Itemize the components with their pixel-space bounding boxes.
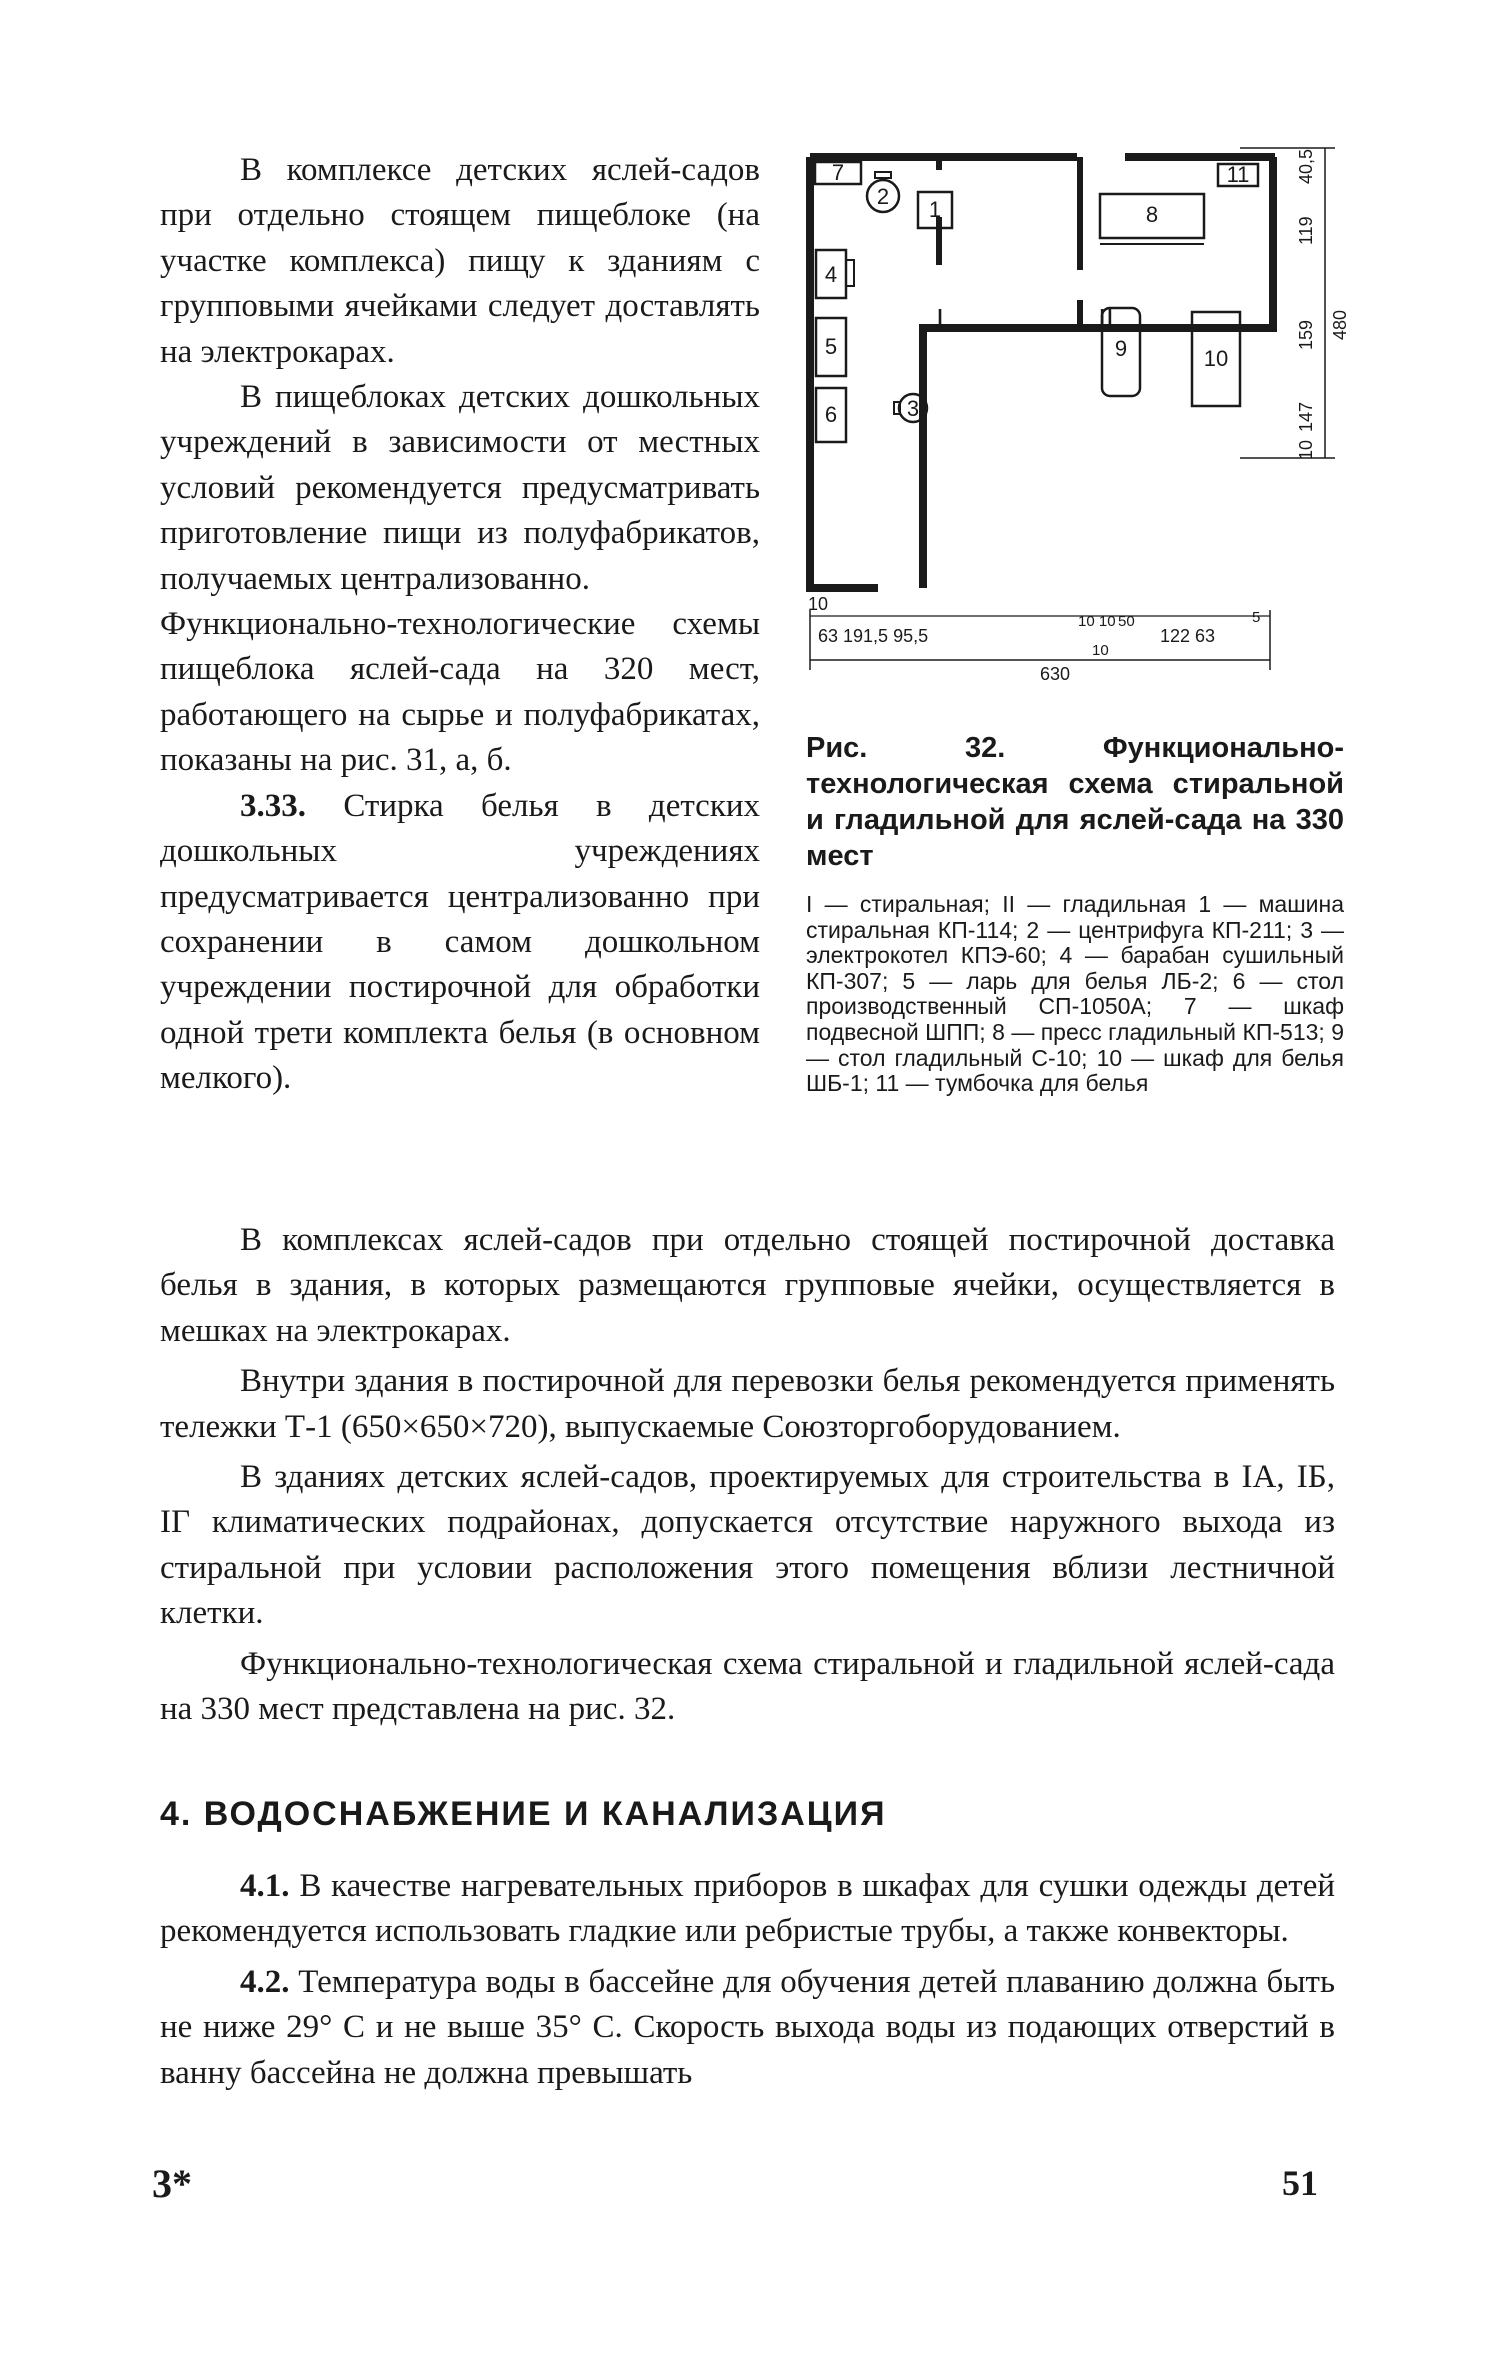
label-4: 4 bbox=[824, 262, 838, 287]
caption-legend: I — стиральная; II — гладильная 1 — машина стиральная КП-114; 2 — центрифуга КП-211; 3 — электрокотел КПЭ-60; 4 — барабан сушильный КП-307; 5 — ларь для белья ЛБ-2; 6 — стол производственный СП-1050А; 7 — шкаф подвесной ШПП; 8 — пресс гладильный КП-513; 9 — стол гладильный С-10; 10 — шкаф для белья ШБ-1; 11 — тумбочка для белья bbox=[806, 891, 1344, 1097]
paragraph: В зданиях детских яслей-садов, проектируемых для строительства в IА, IБ, IГ климатических подрайонах, допускается отсутствие наружного выхода из стиральной при условии расположения этого помещения вблизи лестничной клетки. bbox=[160, 1459, 1335, 1632]
paragraph: В пищеблоках детских дошкольных учреждений в зависимости от местных условий рекомендуется предусматривать приготовление пищи из полуфабрикатов, получаемых централизованно. bbox=[160, 379, 760, 597]
paragraph: В комплексе детских яслей-садов при отдельно стоящем пищеблоке (на участке комплекса) пищу к зданиям с групповыми ячейками следует доставлять на электрокарах. bbox=[160, 152, 760, 370]
paragraph: В комплексах яслей-садов при отдельно стоящей постирочной доставка белья в здания, в которых размещаются групповые ячейки, осуществляется в мешках на электрокарах. bbox=[160, 1222, 1335, 1349]
dim-right-147: 147 bbox=[1296, 401, 1316, 432]
section-text bbox=[160, 1864, 1335, 2101]
label-7: 7 bbox=[831, 160, 845, 185]
label-10: 10 bbox=[1203, 346, 1229, 371]
clause-number: 4.1. bbox=[240, 1868, 290, 1904]
left-column-text bbox=[160, 148, 760, 1102]
page-number: 51 bbox=[1282, 2163, 1318, 2203]
label-11: 11 bbox=[1226, 162, 1250, 187]
room-label-2: II bbox=[1098, 303, 1114, 334]
dim-bottom-chain: 63 191,5 95,5 bbox=[818, 626, 929, 646]
full-width-text bbox=[160, 1218, 1335, 1737]
signature-mark: 3* bbox=[152, 2161, 192, 2206]
paragraph-text: Температура воды в бассейне для обучения детей плаванию должна быть не ниже 29° С и не выше 35° С. Скорость выхода воды из подающих отверстий в ванну бассейна не должна превышать bbox=[160, 1963, 1335, 2091]
caption-title: Рис. 32. Функционально-технологическая схема стиральной и гладильной для яслей-сада на 330 мест bbox=[806, 732, 1344, 872]
clause-number: 3.33. bbox=[240, 787, 306, 824]
section-heading: 4. ВОДОСНАБЖЕНИЕ И КАНАЛИЗАЦИЯ bbox=[160, 1795, 887, 1833]
label-9: 9 bbox=[1114, 336, 1128, 361]
label-1: 1 bbox=[928, 197, 942, 222]
dim-right-10: 10 bbox=[1296, 439, 1316, 460]
label-8: 8 bbox=[1145, 202, 1159, 227]
dim-right-total: 480 bbox=[1330, 309, 1350, 340]
figure-caption bbox=[806, 730, 1344, 1097]
plan-wall bbox=[810, 157, 878, 588]
paragraph-text: В качестве нагревательных приборов в шкафах для сушки одежды детей рекомендуется использовать гладкие или ребристые трубы, а также конвекторы. bbox=[160, 1868, 1335, 1950]
dim-bottom-mid-top: 10 10 bbox=[1078, 613, 1116, 630]
dim-bottom-chain2: 122 63 bbox=[1160, 626, 1216, 646]
dim-bottom-total: 630 bbox=[1040, 664, 1071, 684]
paragraph-text: Стирка белья в детских дошкольных учреждениях предусматривается централизованно при сохранении в самом дошкольном учреждении постирочной для обработки одной трети комплекта белья (в основном мелкого). bbox=[160, 787, 761, 1097]
room-label-1: I bbox=[936, 303, 944, 334]
floor-plan-figure bbox=[800, 140, 1360, 720]
paragraph-4-2 bbox=[160, 1960, 1335, 2096]
dim-bottom-50: 50 bbox=[1118, 613, 1135, 630]
label-3: 3 bbox=[906, 396, 920, 421]
label-2: 2 bbox=[876, 184, 890, 209]
plan-wall bbox=[923, 157, 1273, 588]
dim-bottom-10: 10 bbox=[808, 594, 829, 614]
paragraph: Функционально-технологическая схема стиральной и гладильной яслей-сада на 330 мест представлена на рис. 32. bbox=[160, 1645, 1335, 1728]
clause-number: 4.2. bbox=[240, 1963, 290, 2000]
dim-right-119: 119 bbox=[1296, 216, 1316, 245]
dim-right-159: 159 bbox=[1296, 319, 1316, 350]
paragraph: Функционально-технологические схемы пищеблока яслей-сада на 320 мест, работающего на сырье и полуфабрикатах, показаны на рис. 31, а, б. bbox=[160, 606, 760, 779]
label-6: 6 bbox=[824, 402, 838, 427]
dim-bottom-mid-10: 10 bbox=[1092, 642, 1109, 659]
paragraph-4-1 bbox=[160, 1864, 1335, 1955]
paragraph-3-33 bbox=[160, 784, 760, 1102]
label-5: 5 bbox=[824, 334, 838, 359]
dim-bottom-5: 5 bbox=[1252, 609, 1261, 626]
dim-right-40: 40,5 bbox=[1296, 148, 1316, 184]
paragraph: Внутри здания в постирочной для перевозки белья рекомендуется применять тележки Т-1 (650×650×720), выпускаемые Союзторгоборудованием. bbox=[160, 1363, 1335, 1445]
